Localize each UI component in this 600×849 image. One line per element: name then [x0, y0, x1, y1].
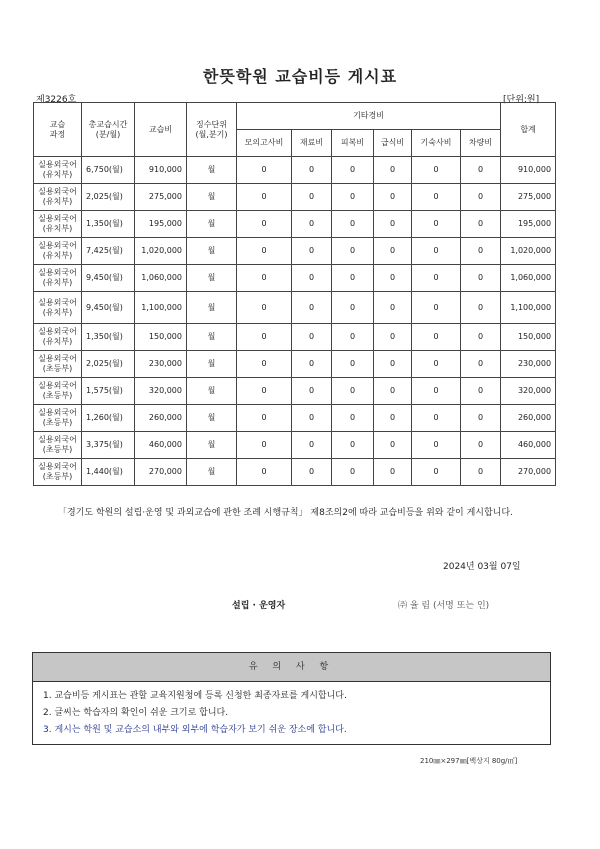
- header-total: 합계: [501, 103, 556, 157]
- cell-collection-unit: 월: [187, 292, 237, 324]
- cell-materials-fee: 0: [292, 238, 332, 265]
- cell-vehicle-fee: 0: [461, 351, 501, 378]
- cell-course: 실용외국어 (유치부): [34, 157, 82, 184]
- cell-mock-test-fee: 0: [237, 292, 292, 324]
- document-number: 제3226호: [36, 95, 77, 105]
- cell-collection-unit: 월: [187, 265, 237, 292]
- cell-total: 320,000: [501, 378, 556, 405]
- cell-tuition: 275,000: [135, 184, 187, 211]
- table-row: [34, 351, 556, 378]
- cell-total: 1,060,000: [501, 265, 556, 292]
- paper-spec: 210㎜×297㎜[백상지 80g/㎡]: [420, 757, 518, 765]
- table-row: [34, 459, 556, 486]
- table-row: [34, 405, 556, 432]
- notice-list: [33, 682, 550, 739]
- cell-collection-unit: 월: [187, 405, 237, 432]
- cell-course: 실용외국어 (초등부): [34, 351, 82, 378]
- cell-vehicle-fee: 0: [461, 265, 501, 292]
- cell-course: 실용외국어 (유치부): [34, 324, 82, 351]
- cell-total-hours: 9,450(월): [82, 265, 135, 292]
- cell-mock-test-fee: 0: [237, 184, 292, 211]
- cell-materials-fee: 0: [292, 459, 332, 486]
- legal-basis-note: 「경기도 학원의 설립·운영 및 과외교습에 관한 조례 시행규칙」 제8조의2에 따라 교습비등을 위와 같이 게시합니다.: [58, 508, 513, 518]
- cell-materials-fee: 0: [292, 405, 332, 432]
- signature-line: ㈜ 율 림 (서명 또는 인): [398, 601, 490, 611]
- cell-collection-unit: 월: [187, 324, 237, 351]
- cell-course: 실용외국어 (초등부): [34, 459, 82, 486]
- cell-collection-unit: 월: [187, 459, 237, 486]
- table-row: [34, 324, 556, 351]
- cell-course: 실용외국어 (유치부): [34, 211, 82, 238]
- cell-materials-fee: 0: [292, 184, 332, 211]
- cell-dorm-fee: 0: [412, 324, 461, 351]
- cell-materials-fee: 0: [292, 292, 332, 324]
- cell-collection-unit: 월: [187, 184, 237, 211]
- page-title: 한뜻학원 교습비등 게시표: [202, 67, 398, 86]
- cell-mock-test-fee: 0: [237, 405, 292, 432]
- cell-total-hours: 2,025(월): [82, 184, 135, 211]
- cell-tuition: 230,000: [135, 351, 187, 378]
- cell-total: 270,000: [501, 459, 556, 486]
- cell-total-hours: 1,440(월): [82, 459, 135, 486]
- posting-date: 2024년 03월 07일: [443, 562, 521, 572]
- cell-materials-fee: 0: [292, 324, 332, 351]
- cell-uniform-fee: 0: [332, 378, 374, 405]
- cell-total: 1,020,000: [501, 238, 556, 265]
- cell-meal-fee: 0: [374, 184, 412, 211]
- cell-tuition: 460,000: [135, 432, 187, 459]
- table-row: [34, 238, 556, 265]
- cell-total-hours: 1,575(월): [82, 378, 135, 405]
- header-materials-fee: 재료비: [292, 130, 332, 157]
- cell-uniform-fee: 0: [332, 432, 374, 459]
- cell-vehicle-fee: 0: [461, 459, 501, 486]
- cell-mock-test-fee: 0: [237, 459, 292, 486]
- cell-course: 실용외국어 (유치부): [34, 292, 82, 324]
- cell-tuition: 1,060,000: [135, 265, 187, 292]
- cell-vehicle-fee: 0: [461, 184, 501, 211]
- cell-mock-test-fee: 0: [237, 378, 292, 405]
- notice-box: [32, 652, 551, 745]
- cell-course: 실용외국어 (초등부): [34, 432, 82, 459]
- cell-mock-test-fee: 0: [237, 238, 292, 265]
- cell-mock-test-fee: 0: [237, 351, 292, 378]
- operator-label: 설립 · 운영자: [232, 601, 286, 611]
- notice-item: 3. 게시는 학원 및 교습소의 내부와 외부에 학습자가 보기 쉬운 장소에 합니다.: [43, 725, 347, 735]
- table-row: [34, 432, 556, 459]
- cell-collection-unit: 월: [187, 378, 237, 405]
- cell-vehicle-fee: 0: [461, 432, 501, 459]
- cell-course: 실용외국어 (초등부): [34, 378, 82, 405]
- cell-total-hours: 3,375(월): [82, 432, 135, 459]
- cell-dorm-fee: 0: [412, 405, 461, 432]
- cell-total-hours: 1,350(월): [82, 211, 135, 238]
- cell-uniform-fee: 0: [332, 405, 374, 432]
- cell-vehicle-fee: 0: [461, 292, 501, 324]
- cell-vehicle-fee: 0: [461, 211, 501, 238]
- cell-vehicle-fee: 0: [461, 378, 501, 405]
- cell-total: 230,000: [501, 351, 556, 378]
- cell-tuition: 1,100,000: [135, 292, 187, 324]
- table-row: [34, 184, 556, 211]
- cell-uniform-fee: 0: [332, 351, 374, 378]
- cell-total-hours: 9,450(월): [82, 292, 135, 324]
- cell-uniform-fee: 0: [332, 324, 374, 351]
- cell-uniform-fee: 0: [332, 184, 374, 211]
- cell-meal-fee: 0: [374, 378, 412, 405]
- cell-uniform-fee: 0: [332, 292, 374, 324]
- cell-meal-fee: 0: [374, 211, 412, 238]
- cell-mock-test-fee: 0: [237, 432, 292, 459]
- cell-total: 910,000: [501, 157, 556, 184]
- cell-materials-fee: 0: [292, 378, 332, 405]
- cell-mock-test-fee: 0: [237, 211, 292, 238]
- header-course: 교습 과정: [34, 103, 82, 157]
- cell-total-hours: 6,750(월): [82, 157, 135, 184]
- tuition-fee-table: [33, 102, 556, 486]
- notice-heading: 유 의 사 항: [33, 653, 550, 682]
- cell-dorm-fee: 0: [412, 459, 461, 486]
- cell-tuition: 1,020,000: [135, 238, 187, 265]
- cell-mock-test-fee: 0: [237, 157, 292, 184]
- cell-uniform-fee: 0: [332, 265, 374, 292]
- cell-dorm-fee: 0: [412, 432, 461, 459]
- cell-uniform-fee: 0: [332, 211, 374, 238]
- cell-collection-unit: 월: [187, 211, 237, 238]
- notice-item: 2. 글씨는 학습자의 확인이 쉬운 크기로 합니다.: [43, 708, 229, 718]
- cell-materials-fee: 0: [292, 211, 332, 238]
- cell-meal-fee: 0: [374, 157, 412, 184]
- cell-collection-unit: 월: [187, 432, 237, 459]
- cell-total-hours: 1,350(월): [82, 324, 135, 351]
- table-row: [34, 211, 556, 238]
- cell-tuition: 910,000: [135, 157, 187, 184]
- cell-uniform-fee: 0: [332, 238, 374, 265]
- cell-dorm-fee: 0: [412, 292, 461, 324]
- cell-total: 1,100,000: [501, 292, 556, 324]
- cell-vehicle-fee: 0: [461, 405, 501, 432]
- cell-meal-fee: 0: [374, 351, 412, 378]
- cell-meal-fee: 0: [374, 459, 412, 486]
- cell-materials-fee: 0: [292, 265, 332, 292]
- cell-dorm-fee: 0: [412, 265, 461, 292]
- table-row: [34, 157, 556, 184]
- cell-meal-fee: 0: [374, 432, 412, 459]
- cell-collection-unit: 월: [187, 238, 237, 265]
- cell-uniform-fee: 0: [332, 459, 374, 486]
- cell-total: 150,000: [501, 324, 556, 351]
- cell-total-hours: 1,260(월): [82, 405, 135, 432]
- cell-total: 460,000: [501, 432, 556, 459]
- notice-item: 1. 교습비등 게시표는 관할 교육지원청에 등록 신청한 최종자료를 게시합니다.: [43, 691, 347, 701]
- cell-meal-fee: 0: [374, 238, 412, 265]
- cell-dorm-fee: 0: [412, 351, 461, 378]
- header-tuition: 교습비: [135, 103, 187, 157]
- cell-course: 실용외국어 (초등부): [34, 405, 82, 432]
- table-row: [34, 378, 556, 405]
- cell-mock-test-fee: 0: [237, 324, 292, 351]
- table-row: [34, 292, 556, 324]
- cell-collection-unit: 월: [187, 351, 237, 378]
- cell-course: 실용외국어 (유치부): [34, 238, 82, 265]
- cell-vehicle-fee: 0: [461, 238, 501, 265]
- cell-total: 275,000: [501, 184, 556, 211]
- cell-course: 실용외국어 (유치부): [34, 265, 82, 292]
- cell-uniform-fee: 0: [332, 157, 374, 184]
- cell-materials-fee: 0: [292, 432, 332, 459]
- unit-label: [단위:원]: [503, 95, 540, 105]
- cell-materials-fee: 0: [292, 351, 332, 378]
- header-mock-test-fee: 모의고사비: [237, 130, 292, 157]
- cell-total: 195,000: [501, 211, 556, 238]
- header-other-expenses: 기타경비: [237, 103, 501, 130]
- cell-dorm-fee: 0: [412, 238, 461, 265]
- cell-total-hours: 7,425(월): [82, 238, 135, 265]
- cell-total-hours: 2,025(월): [82, 351, 135, 378]
- cell-meal-fee: 0: [374, 265, 412, 292]
- cell-meal-fee: 0: [374, 292, 412, 324]
- cell-meal-fee: 0: [374, 405, 412, 432]
- cell-tuition: 320,000: [135, 378, 187, 405]
- cell-materials-fee: 0: [292, 157, 332, 184]
- cell-tuition: 150,000: [135, 324, 187, 351]
- cell-meal-fee: 0: [374, 324, 412, 351]
- header-meal-fee: 급식비: [374, 130, 412, 157]
- cell-tuition: 270,000: [135, 459, 187, 486]
- cell-dorm-fee: 0: [412, 157, 461, 184]
- cell-total: 260,000: [501, 405, 556, 432]
- header-collection-unit: 징수단위 (월,분기): [187, 103, 237, 157]
- cell-mock-test-fee: 0: [237, 265, 292, 292]
- cell-dorm-fee: 0: [412, 378, 461, 405]
- cell-vehicle-fee: 0: [461, 324, 501, 351]
- cell-vehicle-fee: 0: [461, 157, 501, 184]
- header-uniform-fee: 피복비: [332, 130, 374, 157]
- header-vehicle-fee: 차량비: [461, 130, 501, 157]
- table-row: [34, 265, 556, 292]
- cell-collection-unit: 월: [187, 157, 237, 184]
- header-dorm-fee: 기숙사비: [412, 130, 461, 157]
- cell-tuition: 260,000: [135, 405, 187, 432]
- cell-dorm-fee: 0: [412, 211, 461, 238]
- cell-dorm-fee: 0: [412, 184, 461, 211]
- header-total-hours: 총교습시간 (분/월): [82, 103, 135, 157]
- cell-tuition: 195,000: [135, 211, 187, 238]
- cell-course: 실용외국어 (유치부): [34, 184, 82, 211]
